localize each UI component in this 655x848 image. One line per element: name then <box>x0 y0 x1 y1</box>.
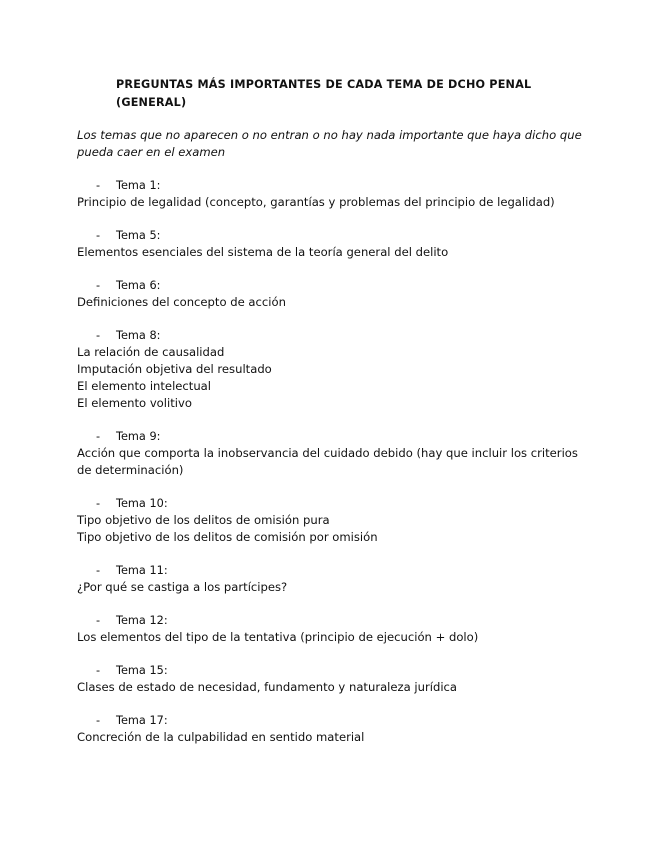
bullet-dash: - <box>96 564 101 577</box>
bullet-dash: - <box>96 664 101 677</box>
topic-line: Tipo objetivo de los delitos de comisión por omisión <box>77 530 378 544</box>
topic-heading <box>77 327 595 344</box>
topic-heading <box>77 712 595 729</box>
topic-heading-label: Tema 1: <box>116 179 161 192</box>
topic-line: Concreción de la culpabilidad en sentido material <box>77 730 365 744</box>
bullet-dash: - <box>96 614 101 627</box>
topic-heading <box>77 612 595 629</box>
topic-line: Clases de estado de necesidad, fundamento y naturaleza jurídica <box>77 680 458 694</box>
topic-heading-label: Tema 15: <box>116 664 168 677</box>
topic-block <box>77 612 595 646</box>
topic-heading <box>77 227 595 244</box>
intro-note: Los temas que no aparecen o no entran o no hay nada importante que haya dicho que pueda caer en el examen <box>77 128 582 159</box>
topic-line: ¿Por qué se castiga a los partícipes? <box>77 580 288 594</box>
topic-heading-label: Tema 8: <box>116 329 161 342</box>
topic-block <box>77 277 595 311</box>
topic-line: El elemento volitivo <box>77 396 192 410</box>
topic-block <box>77 712 595 746</box>
topic-line: Los elementos del tipo de la tentativa (principio de ejecución + dolo) <box>77 630 479 644</box>
topic-line: Imputación objetiva del resultado <box>77 362 272 376</box>
bullet-dash: - <box>96 329 101 342</box>
topic-block <box>77 662 595 696</box>
topic-block <box>77 177 595 211</box>
bullet-dash: - <box>96 179 101 192</box>
topic-heading <box>77 495 595 512</box>
bullet-dash: - <box>96 279 101 292</box>
topic-line: La relación de causalidad <box>77 345 225 359</box>
bullet-dash: - <box>96 229 101 242</box>
topic-line: Principio de legalidad (concepto, garantías y problemas del principio de legalidad) <box>77 195 555 209</box>
topic-block <box>77 327 595 412</box>
topic-heading <box>77 662 595 679</box>
topic-block <box>77 562 595 596</box>
topic-heading <box>77 177 595 194</box>
bullet-dash: - <box>96 714 101 727</box>
topic-heading-label: Tema 17: <box>116 714 168 727</box>
topic-heading-label: Tema 9: <box>116 430 161 443</box>
bullet-dash: - <box>96 430 101 443</box>
topic-heading-label: Tema 10: <box>116 497 168 510</box>
topic-block <box>77 495 595 546</box>
topic-heading <box>77 277 595 294</box>
topic-line: Tipo objetivo de los delitos de omisión pura <box>77 513 330 527</box>
topic-heading-label: Tema 12: <box>116 614 168 627</box>
topic-line: Definiciones del concepto de acción <box>77 295 286 309</box>
topic-heading <box>77 428 595 445</box>
topic-block <box>77 428 595 479</box>
topic-heading-label: Tema 11: <box>116 564 168 577</box>
topic-heading-label: Tema 5: <box>116 229 161 242</box>
document-title: PREGUNTAS MÁS IMPORTANTES DE CADA TEMA DE DCHO PENAL (GENERAL) <box>116 78 532 109</box>
bullet-dash: - <box>96 497 101 510</box>
topic-line: El elemento intelectual <box>77 379 212 393</box>
topic-heading-label: Tema 6: <box>116 279 161 292</box>
topic-line: Elementos esenciales del sistema de la teoría general del delito <box>77 245 449 259</box>
topic-heading <box>77 562 595 579</box>
topic-line: Acción que comporta la inobservancia del cuidado debido (hay que incluir los criterios de determinación) <box>77 446 578 477</box>
topic-block <box>77 227 595 261</box>
